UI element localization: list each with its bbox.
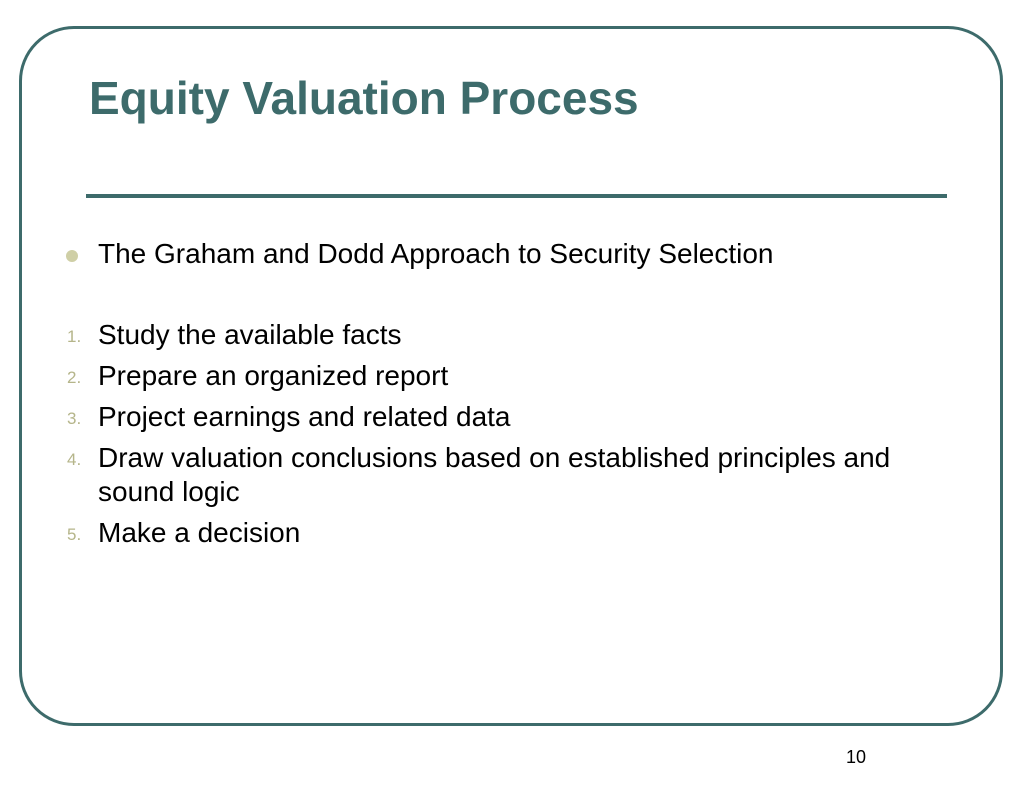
list-item: [67, 441, 958, 509]
bullet-text: The Graham and Dodd Approach to Security Selection: [98, 238, 774, 269]
step-text: Make a decision: [98, 517, 301, 548]
list-item: [67, 516, 958, 550]
steps-list: [67, 318, 958, 557]
title-divider: [86, 194, 947, 198]
step-number: 1.: [67, 327, 82, 346]
step-number: 3.: [67, 409, 82, 428]
bullet-item: [98, 236, 774, 272]
step-number: 4.: [67, 450, 82, 469]
step-text: Prepare an organized report: [98, 360, 449, 391]
page-number: 10: [846, 747, 867, 767]
step-number: 2.: [67, 368, 82, 387]
step-number: 5.: [67, 525, 82, 544]
list-item: [67, 359, 958, 393]
step-text: Study the available facts: [98, 319, 402, 350]
list-item: [67, 318, 958, 352]
step-text: Project earnings and related data: [98, 401, 511, 432]
slide-title: Equity Valuation Process: [89, 72, 639, 124]
bullet-dot-icon: [66, 250, 78, 262]
list-item: [67, 400, 958, 434]
step-text: Draw valuation conclusions based on established principles and sound logic: [98, 442, 891, 507]
